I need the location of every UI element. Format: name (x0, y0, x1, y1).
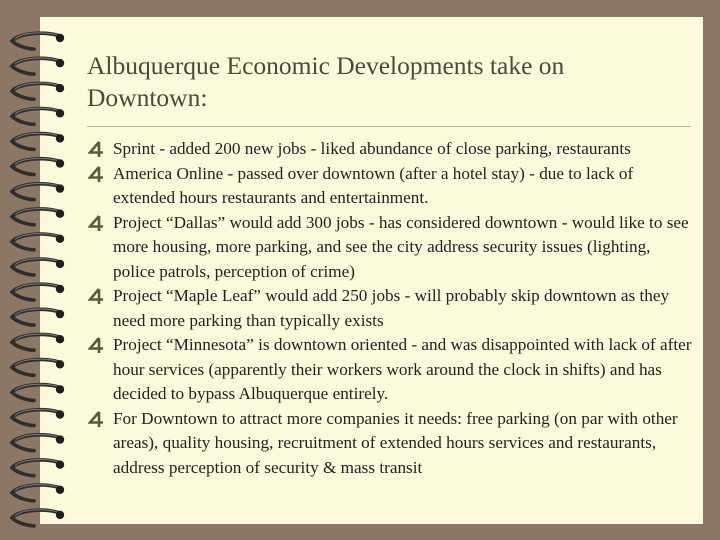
binding-ring (12, 58, 64, 74)
bullet-text: Project “Dallas” would add 300 jobs - has considered downtown - would like to see more housing, more parking, and see the city address security issues (lighting, police patrols, perception of crime) (113, 212, 689, 281)
list-item (0, 137, 720, 162)
bullet-text: Project “Minnesota” is downtown oriented - and was disappointed with lack of after hour services (apparently their workers work around the clock in shifts) and has decided to bypass Albuquerque entirely. (113, 335, 692, 403)
binding-ring (12, 485, 64, 501)
list-item (0, 211, 720, 285)
list-item (0, 333, 720, 407)
list-item (0, 284, 720, 333)
numeral-four-icon (88, 337, 104, 354)
numeral-four-icon (88, 411, 104, 428)
numeral-four-icon (88, 141, 104, 158)
binding-ring (12, 33, 64, 49)
bullet-list (0, 137, 720, 480)
binding-ring (12, 510, 64, 526)
bullet-text: Project “Maple Leaf” would add 250 jobs - will probably skip downtown as they need more parking than typically exists (113, 286, 670, 330)
list-item (0, 407, 720, 481)
numeral-four-icon (88, 288, 104, 305)
bullet-text: America Online - passed over downtown (after a hotel stay) - due to lack of extended hours restaurants and entertainment. (113, 163, 634, 207)
binding-ring (12, 83, 64, 99)
numeral-four-icon (88, 166, 104, 183)
title-divider (87, 126, 691, 127)
list-item (0, 162, 720, 211)
bullet-text: Sprint - added 200 new jobs - liked abundance of close parking, restaurants (113, 139, 631, 158)
numeral-four-icon (88, 215, 104, 232)
bullet-text: For Downtown to attract more companies it needs: free parking (on par with other areas), quality housing, recruitment of extended hours services and restaurants, address perception of security & mass transit (113, 408, 678, 477)
binding-ring (12, 108, 64, 124)
slide-title: Albuquerque Economic Developments take on Downtown: (87, 51, 565, 112)
